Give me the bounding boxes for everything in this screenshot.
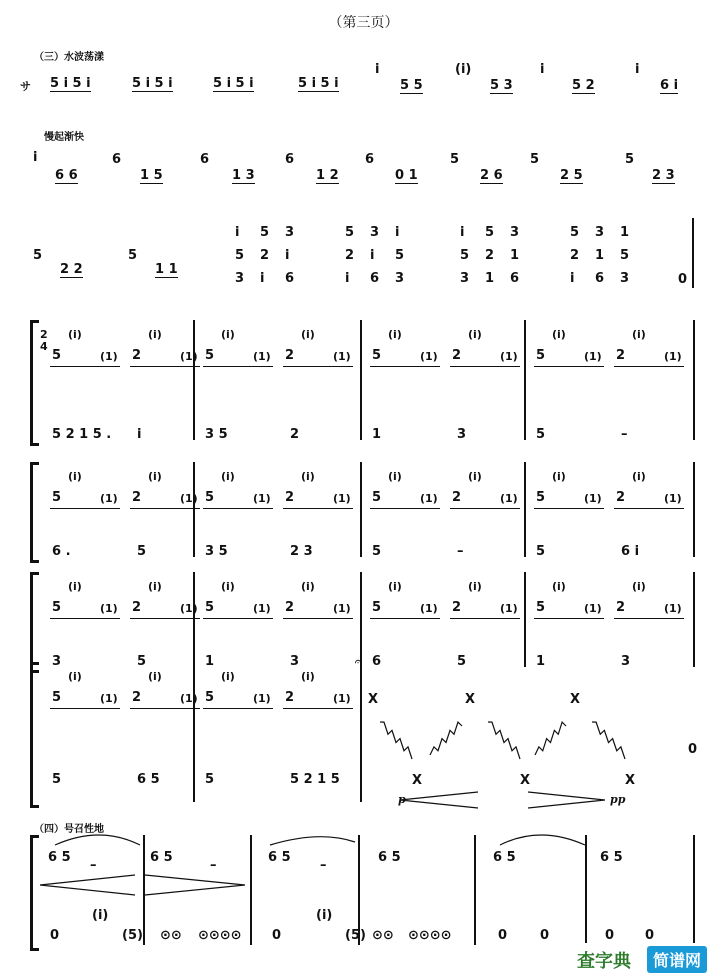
- lower-note: (5): [122, 928, 143, 943]
- bass-note: 6 .: [52, 544, 71, 559]
- percussion-x: X: [625, 773, 636, 788]
- note-head: 5: [128, 248, 138, 263]
- chord-note: 2: [260, 248, 270, 263]
- grace-note-lower: (1): [180, 692, 198, 705]
- bass-note: 5: [137, 544, 147, 559]
- percussion-x: X: [368, 692, 379, 707]
- note-tail: 6 6: [55, 168, 78, 183]
- bass-note: 2 3: [290, 544, 313, 559]
- upper-note: 6 5: [150, 850, 173, 865]
- grace-note-upper: (i): [301, 580, 315, 593]
- pattern-note: 5: [205, 348, 215, 363]
- pattern-note: 2: [285, 690, 295, 705]
- chord-note: 5: [235, 248, 245, 263]
- grace-note-lower: (1): [333, 492, 351, 505]
- note-head: 5: [33, 248, 43, 263]
- pattern-note: 5: [536, 490, 546, 505]
- bass-note: 5 2 1 5 .: [52, 427, 112, 442]
- grace-note-upper: (i): [301, 670, 315, 683]
- note-tail: 2 6: [480, 168, 503, 183]
- bass-note: 3 5: [205, 427, 228, 442]
- watermark-left: 查字典: [577, 951, 631, 972]
- percussion-x: X: [520, 773, 531, 788]
- grace-note-lower: (1): [420, 602, 438, 615]
- lower-note: 0: [50, 928, 60, 943]
- tremolo-line: [488, 722, 520, 759]
- grace-note-lower: (1): [664, 350, 682, 363]
- chord-note: 3: [595, 225, 605, 240]
- grace-note-upper: (i): [552, 328, 566, 341]
- note-head: 5: [450, 152, 460, 167]
- bass-note: 3: [621, 654, 631, 669]
- note-head: i: [33, 150, 38, 165]
- pattern-note: 2: [285, 490, 295, 505]
- free-time-mark: サ: [20, 80, 31, 93]
- grace-note-lower: (1): [333, 350, 351, 363]
- grace-note-upper: (i): [221, 670, 235, 683]
- bass-note: 5: [536, 427, 546, 442]
- note-head: 6: [285, 152, 295, 167]
- pattern-note: 5: [536, 600, 546, 615]
- watermark-right: 简谱网: [647, 946, 707, 973]
- lower-note: ⊙⊙⊙⊙: [198, 928, 242, 943]
- grace-note-upper: (i): [468, 580, 482, 593]
- slur: [55, 835, 140, 845]
- lower-note: (5): [345, 928, 366, 943]
- tempo-marking: 慢起渐快: [44, 132, 84, 143]
- chord-note: i: [285, 248, 290, 263]
- pattern-note: 2: [452, 600, 462, 615]
- section-label: （三）水波荡漾: [34, 52, 104, 63]
- grace-note-lower: (1): [420, 492, 438, 505]
- pattern-note: 5: [205, 600, 215, 615]
- bass-note: 2: [290, 427, 300, 442]
- grace-note-upper: (i): [552, 580, 566, 593]
- bass-note: 3: [457, 427, 467, 442]
- chord-note: 3: [370, 225, 380, 240]
- lower-note: (i): [92, 908, 109, 923]
- note-tail: 1 5: [140, 168, 163, 183]
- bass-note: 5 2 1 5: [290, 772, 340, 787]
- note-head: 5: [625, 152, 635, 167]
- tremolo-line: [430, 722, 462, 755]
- grace-note-upper: (i): [632, 580, 646, 593]
- grace-note-lower: (1): [180, 350, 198, 363]
- pattern-note: 5: [52, 600, 62, 615]
- grace-note-upper: (i): [68, 670, 82, 683]
- note-head: i: [635, 62, 640, 77]
- grace-note-lower: (1): [253, 602, 271, 615]
- note-tail: 1 2: [316, 168, 339, 183]
- chord-note: 5: [485, 225, 495, 240]
- chord-note: 3: [235, 271, 245, 286]
- pattern-note: 2: [452, 490, 462, 505]
- grace-note-upper: (i): [221, 328, 235, 341]
- bass-note: 5: [137, 654, 147, 669]
- note-group: 5 i 5 i: [213, 76, 254, 91]
- decrescendo-hairpin: [528, 792, 605, 808]
- chord-note: i: [395, 225, 400, 240]
- grace-note-lower: (1): [500, 602, 518, 615]
- decrescendo-hairpin: [40, 875, 135, 895]
- grace-note-lower: (1): [100, 492, 118, 505]
- note-tail: 1 1: [155, 262, 178, 277]
- pattern-note: 5: [205, 690, 215, 705]
- pattern-note: 5: [372, 490, 382, 505]
- decrescendo-hairpin: [145, 875, 245, 895]
- dynamic-pp: pp: [610, 793, 626, 806]
- crescendo-hairpin: [400, 792, 478, 808]
- note-group: 5 i 5 i: [298, 76, 339, 91]
- grace-note-upper: (i): [148, 670, 162, 683]
- upper-note: 6 5: [268, 850, 291, 865]
- grace-note-lower: (1): [664, 602, 682, 615]
- grace-note-upper: (i): [301, 328, 315, 341]
- chord-note: 5: [570, 225, 580, 240]
- grace-note-upper: (i): [68, 580, 82, 593]
- dash: –: [210, 858, 217, 873]
- note-tail: 5 2: [572, 78, 595, 93]
- note-head: i: [375, 62, 380, 77]
- grace-note-upper: (i): [388, 470, 402, 483]
- pattern-note: 2: [616, 348, 626, 363]
- slur: [500, 835, 585, 845]
- pattern-note: 2: [285, 600, 295, 615]
- bass-note: 1: [536, 654, 546, 669]
- pattern-note: 2: [132, 490, 142, 505]
- grace-note-lower: (1): [253, 492, 271, 505]
- bass-note: –: [457, 544, 464, 559]
- grace-note-lower: (1): [500, 492, 518, 505]
- grace-note-upper: (i): [632, 328, 646, 341]
- pattern-note: 2: [616, 600, 626, 615]
- grace-note-upper: (i): [148, 580, 162, 593]
- pattern-note: 5: [536, 348, 546, 363]
- grace-note-upper: (i): [68, 470, 82, 483]
- note-tail: 2 3: [652, 168, 675, 183]
- lower-note: 0: [605, 928, 615, 943]
- upper-note: 6 5: [48, 850, 71, 865]
- grace-note-upper: (i): [301, 470, 315, 483]
- chord-note: 3: [510, 225, 520, 240]
- bass-note: 6 i: [621, 544, 640, 559]
- grace-note-upper: (i): [68, 328, 82, 341]
- lower-note: (i): [316, 908, 333, 923]
- grace-note-lower: (1): [333, 602, 351, 615]
- grace-note-lower: (1): [420, 350, 438, 363]
- grace-note-upper: (i): [552, 470, 566, 483]
- note-head: (i): [455, 62, 472, 77]
- chord-note: i: [570, 271, 575, 286]
- chord-note: 5: [395, 248, 405, 263]
- fermata-icon: 𝄐: [355, 655, 362, 668]
- bass-note: 3: [52, 654, 62, 669]
- note-head: 5: [530, 152, 540, 167]
- lower-note: 0: [645, 928, 655, 943]
- note-head: 6: [200, 152, 210, 167]
- chord-note: 3: [395, 271, 405, 286]
- lower-note: 0: [540, 928, 550, 943]
- chord-note: 5: [460, 248, 470, 263]
- chord-note: 5: [345, 225, 355, 240]
- grace-note-lower: (1): [664, 492, 682, 505]
- bass-note: 6 5: [137, 772, 160, 787]
- bass-note: 6: [372, 654, 382, 669]
- percussion-x: X: [570, 692, 581, 707]
- chord-note: 3: [620, 271, 630, 286]
- chord-note: 3: [285, 225, 295, 240]
- grace-note-lower: (1): [100, 602, 118, 615]
- grace-note-lower: (1): [180, 492, 198, 505]
- chord-note: 6: [285, 271, 295, 286]
- section-label: （四）号召性地: [34, 824, 104, 835]
- chord-note: 2: [570, 248, 580, 263]
- note-group: 5 i 5 i: [50, 76, 91, 91]
- bass-note: 1: [205, 654, 215, 669]
- chord-note: i: [260, 271, 265, 286]
- chord-note: 2: [485, 248, 495, 263]
- chord-note: i: [345, 271, 350, 286]
- chord-note: 1: [595, 248, 605, 263]
- rest-note: 0: [678, 272, 688, 287]
- chord-note: 1: [485, 271, 495, 286]
- pattern-note: 5: [52, 490, 62, 505]
- chord-note: i: [235, 225, 240, 240]
- grace-note-lower: (1): [100, 350, 118, 363]
- slur: [270, 837, 355, 845]
- grace-note-lower: (1): [584, 492, 602, 505]
- note-head: 6: [365, 152, 375, 167]
- pattern-note: 5: [372, 348, 382, 363]
- note-tail: 5 3: [490, 78, 513, 93]
- lower-note: ⊙⊙: [372, 928, 394, 943]
- dash: –: [90, 858, 97, 873]
- pattern-note: 2: [452, 348, 462, 363]
- pattern-note: 2: [285, 348, 295, 363]
- dash: –: [320, 858, 327, 873]
- dynamic-p: p: [398, 793, 406, 806]
- chord-note: i: [460, 225, 465, 240]
- grace-note-upper: (i): [221, 580, 235, 593]
- note-tail: 6 i: [660, 78, 679, 93]
- pattern-note: 2: [616, 490, 626, 505]
- percussion-x: X: [465, 692, 476, 707]
- chord-note: i: [370, 248, 375, 263]
- grace-note-lower: (1): [333, 692, 351, 705]
- time-signature-bottom: 4: [40, 340, 48, 353]
- bass-note: –: [621, 427, 628, 442]
- note-head: 6: [112, 152, 122, 167]
- rest-note: 0: [688, 742, 698, 757]
- bass-note: 5: [372, 544, 382, 559]
- grace-note-lower: (1): [180, 602, 198, 615]
- pattern-note: 5: [372, 600, 382, 615]
- note-tail: 2 2: [60, 262, 83, 277]
- grace-note-lower: (1): [584, 350, 602, 363]
- note-tail: 1 3: [232, 168, 255, 183]
- chord-note: 6: [370, 271, 380, 286]
- note-tail: 5 5: [400, 78, 423, 93]
- note-group: 5 i 5 i: [132, 76, 173, 91]
- grace-note-upper: (i): [468, 470, 482, 483]
- pattern-note: 2: [132, 348, 142, 363]
- percussion-x: X: [412, 773, 423, 788]
- pattern-note: 5: [205, 490, 215, 505]
- bass-note: 5: [457, 654, 467, 669]
- upper-note: 6 5: [378, 850, 401, 865]
- chord-note: 3: [460, 271, 470, 286]
- tremolo-line: [535, 722, 566, 755]
- grace-note-lower: (1): [100, 692, 118, 705]
- chord-note: 5: [260, 225, 270, 240]
- grace-note-lower: (1): [253, 692, 271, 705]
- grace-note-lower: (1): [253, 350, 271, 363]
- time-signature-top: 2: [40, 328, 48, 341]
- chord-note: 1: [620, 225, 630, 240]
- pattern-note: 2: [132, 690, 142, 705]
- grace-note-upper: (i): [148, 470, 162, 483]
- grace-note-upper: (i): [148, 328, 162, 341]
- chord-note: 6: [595, 271, 605, 286]
- bass-note: 1: [372, 427, 382, 442]
- grace-note-upper: (i): [221, 470, 235, 483]
- tremolo-line: [380, 722, 412, 759]
- pattern-note: 5: [52, 690, 62, 705]
- bass-note: i: [137, 427, 142, 442]
- lower-note: ⊙⊙: [160, 928, 182, 943]
- note-tail: 2 5: [560, 168, 583, 183]
- pattern-note: 2: [132, 600, 142, 615]
- tremolo-line: [592, 722, 625, 759]
- bass-note: 3: [290, 654, 300, 669]
- lower-note: 0: [498, 928, 508, 943]
- grace-note-lower: (1): [584, 602, 602, 615]
- grace-note-lower: (1): [500, 350, 518, 363]
- lower-note: 0: [272, 928, 282, 943]
- note-head: i: [540, 62, 545, 77]
- upper-note: 6 5: [600, 850, 623, 865]
- grace-note-upper: (i): [468, 328, 482, 341]
- pattern-note: 5: [52, 348, 62, 363]
- grace-note-upper: (i): [388, 580, 402, 593]
- grace-note-upper: (i): [632, 470, 646, 483]
- grace-note-upper: (i): [388, 328, 402, 341]
- upper-note: 6 5: [493, 850, 516, 865]
- bass-note: 5: [205, 772, 215, 787]
- page-title: （第三页）: [328, 15, 399, 31]
- chord-note: 5: [620, 248, 630, 263]
- bass-note: 5: [52, 772, 62, 787]
- lower-note: ⊙⊙⊙⊙: [408, 928, 452, 943]
- chord-note: 1: [510, 248, 520, 263]
- chord-note: 6: [510, 271, 520, 286]
- chord-note: 2: [345, 248, 355, 263]
- bass-note: 3 5: [205, 544, 228, 559]
- note-tail: 0 1: [395, 168, 418, 183]
- bass-note: 5: [536, 544, 546, 559]
